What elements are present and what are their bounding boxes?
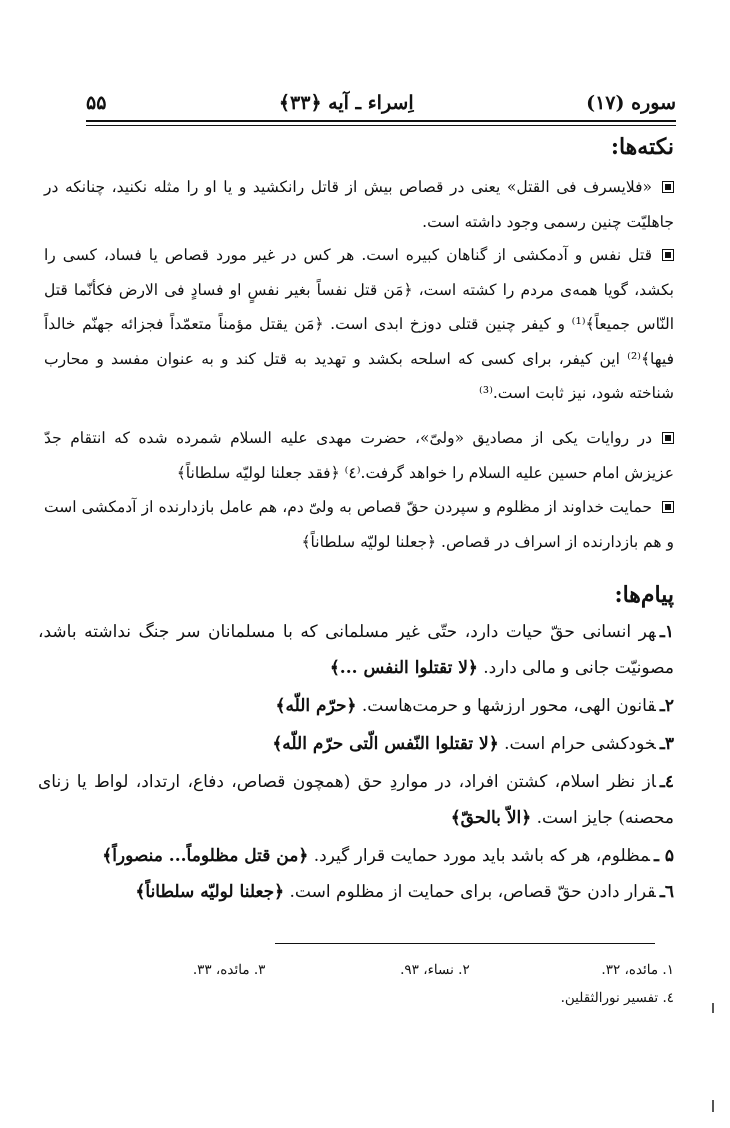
message-quote: ﴿حرّم اللّه﴾ <box>275 696 357 716</box>
message-quote: ﴿من قتل مظلوماً... منصوراً﴾ <box>102 846 309 866</box>
message-text: قانون الهى، محور ارزشها و حرمت‌هاست. <box>361 696 656 716</box>
note-item <box>44 490 674 559</box>
notes-heading: نکته‌ها: <box>610 134 674 160</box>
square-bullet-icon <box>662 501 674 513</box>
message-item <box>38 838 674 874</box>
note-item <box>44 170 674 239</box>
note-item <box>44 421 674 490</box>
square-bullet-icon <box>662 249 674 261</box>
message-number: ٤ـ <box>659 772 674 792</box>
note-text: حمايت خداوند از مظلوم و سپردن حقّ قصاص به ولىّ دم، هم عامل بازدارنده از آدمكشى است و هم بازدارنده از اسراف در قصاص. ﴿جعلنا لوليّه سلطاناً﴾ <box>44 498 674 551</box>
header-rule-thin <box>86 125 676 126</box>
message-item <box>38 614 674 686</box>
verse-label: اِسراء ـ آیه ﴿۳۳﴾ <box>278 92 414 114</box>
footnote-row <box>74 962 674 978</box>
note-item <box>44 238 674 411</box>
footnote-row <box>74 990 674 1006</box>
message-number: ۵ ـ <box>653 846 674 866</box>
message-quote: ﴿لا تقتلوا النفس ...﴾ <box>329 658 478 678</box>
header-rule-thick <box>86 120 676 122</box>
footnote: ۲. نساء، ۹۳. <box>400 962 470 978</box>
square-bullet-icon <box>662 432 674 444</box>
footnote: ٤. تفسير نورالثقلين. <box>560 990 674 1006</box>
note-text: «فلايسرف فى القتل» يعنى در قصاص بيش از قاتل رانكشيد و يا او را مثله نكنيد، چنانكه در جاهليّت چنين رسمى وجود داشته است. <box>44 178 674 231</box>
message-quote: ﴿الاّ بالحقّ﴾ <box>450 808 532 828</box>
scan-edge-mark <box>712 1100 714 1112</box>
message-item <box>38 874 674 910</box>
message-item <box>38 764 674 836</box>
message-number: ۳ـ <box>659 734 674 754</box>
message-quote: ﴿جعلنا لوليّه سلطاناً﴾ <box>135 882 285 902</box>
note-text: قتل نفس و آدمكشى از گناهان كبيره است. هر كس در غير مورد قصاص يا فساد، كسى را بكشد، گويا همه‌ى مردم را كشته است، ﴿مَن قتل نفساً بغير نفسٍ او فسادٍ فى الارض فكأنّما قتل النّاس جميعاً﴾⁽¹⁾ و كيفر چنين قتلى دوزخ ابدى است. ﴿مَن يقتل مؤمناً متعمّداً فجزائه جهنّم خالداً فيها﴾⁽²⁾ اين كيفر، براى كسى كه اسلحه بكشد و تهديد به قتل كند و به عنوان مفسد و محارب شناخته شود، نيز ثابت است.⁽³⁾ <box>44 246 675 402</box>
message-text: از نظر اسلام، كشتن افراد، در مواردِ حق (همچون قصاص، دفاع، ارتداد، لواط يا زناى محصنه) جايز است. <box>38 772 674 828</box>
message-number: ۱ـ <box>659 622 674 642</box>
surah-label: سوره (۱۷) <box>586 92 676 114</box>
page-number: ۵۵ <box>86 92 107 114</box>
message-text: هر انسانى حقّ حيات دارد، حتّى غير مسلمانى كه با مسلمانان سر جنگ نداشته باشد، مصونيّت جانى و مالى دارد. <box>38 622 674 678</box>
scan-edge-mark <box>712 1003 714 1013</box>
message-item <box>38 688 674 724</box>
message-text: قرار دادن حقّ قصاص، براى حمايت از مظلوم است. <box>289 882 656 902</box>
square-bullet-icon <box>662 181 674 193</box>
message-number: ٦ـ <box>659 882 674 902</box>
messages-heading: پيام‌ها: <box>614 582 674 608</box>
running-header <box>86 86 676 120</box>
message-text: خودكشى حرام است. <box>504 734 656 754</box>
footnote: ۳. مائده، ۳۳. <box>192 962 266 978</box>
note-text: در روايات يكى از مصاديق «ولىّ»، حضرت مهدى عليه السلام شمرده شده كه انتقام جدّ عزيزش امام حسين عليه السلام را خواهد گرفت.⁽٤⁾ ﴿فقد جعلنا لوليّه سلطاناً﴾ <box>44 429 674 482</box>
message-quote: ﴿لا تقتلوا النّفس الّتى حرّم اللّه﴾ <box>272 734 499 754</box>
footnote-rule <box>275 943 655 944</box>
footnote: ۱. مائده، ۳۲. <box>601 962 674 978</box>
message-item <box>38 726 674 762</box>
message-number: ۲ـ <box>659 696 674 716</box>
message-text: مظلوم، هر كه باشد بايد مورد حمايت قرار گيرد. <box>313 846 650 866</box>
